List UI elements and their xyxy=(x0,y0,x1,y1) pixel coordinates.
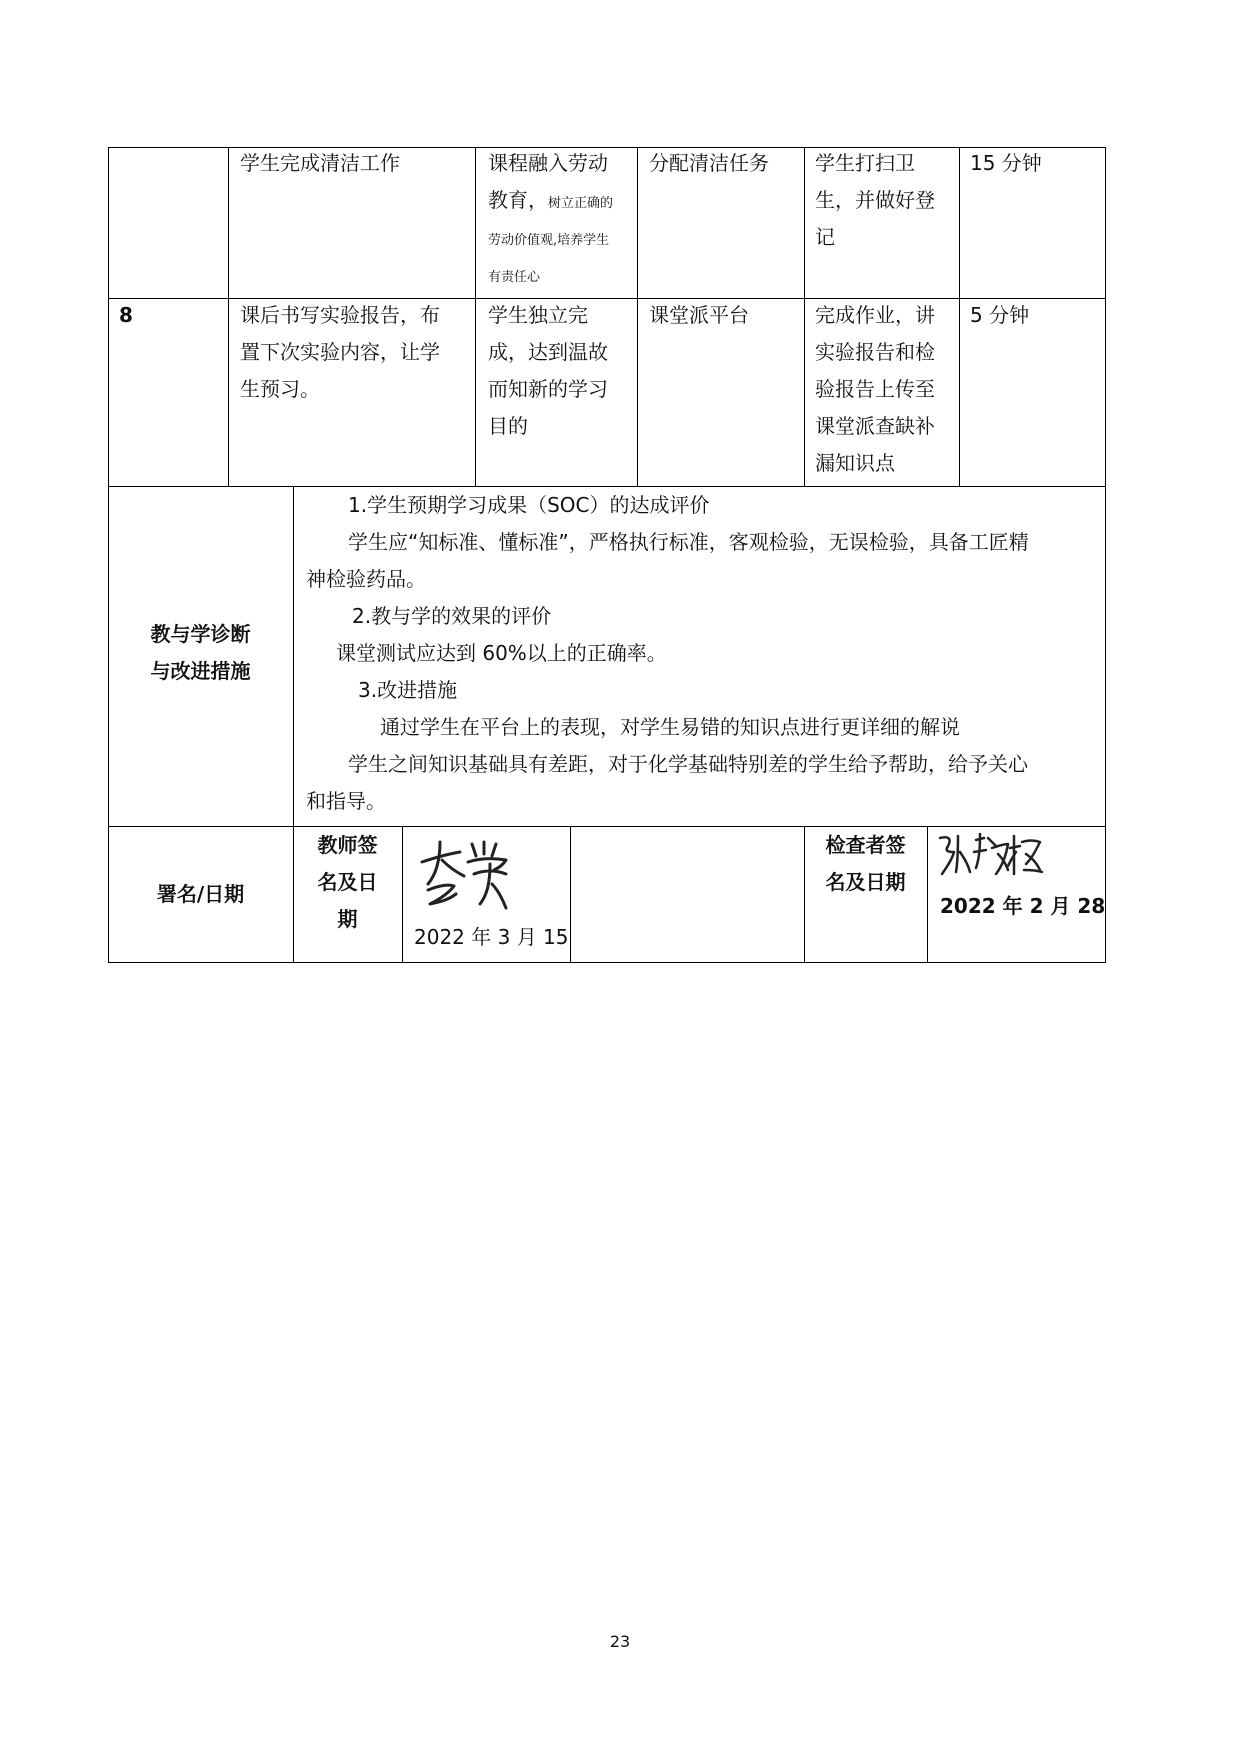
diagnosis-item3-line1: 通过学生在平台上的表现，对学生易错的知识点进行更详细的解说 xyxy=(380,715,960,739)
row-cleaning-teacher-activity: 分配清洁任务 xyxy=(649,151,769,175)
diagnosis-label: 教与学诊断 与改进措施 xyxy=(150,622,251,683)
row-cleaning-student-activity: 学生打扫卫 生，并做好登 记 xyxy=(815,151,935,249)
diagnosis-item3-line3: 和指导。 xyxy=(306,789,386,813)
row-cleaning-duration: 15 分钟 xyxy=(970,151,1042,175)
row-8-teacher-activity: 课堂派平台 xyxy=(649,303,749,327)
checker-date: 2022 年 2 月 28 xyxy=(940,894,1106,918)
checker-signature-label: 检查者签 名及日期 xyxy=(825,833,906,894)
row-8-number: 8 xyxy=(119,303,133,327)
row-8-content: 课后书写实验报告，布 置下次实验内容，让学 生预习。 xyxy=(240,303,440,401)
teacher-signature-label: 教师签 名及日 期 xyxy=(317,833,378,931)
diagnosis-item1-line2: 神检验药品。 xyxy=(306,567,426,591)
signature-label: 署名/日期 xyxy=(156,882,245,906)
row-8-design-intent: 学生独立完 成，达到温故 而知新的学习 目的 xyxy=(488,303,608,438)
row-8-duration: 5 分钟 xyxy=(970,303,1030,327)
teacher-signature xyxy=(414,834,514,914)
lesson-table xyxy=(108,147,1106,963)
diagnosis-item3-title: 3.改进措施 xyxy=(358,678,458,702)
diagnosis-item2-title: 2.教与学的效果的评价 xyxy=(352,604,552,628)
page-number: 23 xyxy=(609,1632,631,1651)
row-8-student-activity: 完成作业，讲 实验报告和检 验报告上传至 课堂派查缺补 漏知识点 xyxy=(815,303,935,475)
diagnosis-item2-text: 课堂测试应达到 60%以上的正确率。 xyxy=(336,641,667,665)
checker-signature xyxy=(936,830,1046,880)
diagnosis-item1-title: 1.学生预期学习成果（SOC）的达成评价 xyxy=(348,493,710,517)
teacher-date: 2022 年 3 月 15 xyxy=(414,925,569,949)
diagnosis-item1-line1: 学生应“知标准、懂标准”，严格执行标准，客观检验，无误检验，具备工匠精 xyxy=(348,530,1029,554)
row-cleaning-content: 学生完成清洁工作 xyxy=(240,151,400,175)
row-cleaning-design-intent: 课程融入劳动 教育，树立正确的 劳动价值观,培养学生 有责任心 xyxy=(488,151,614,285)
diagnosis-item3-line2: 学生之间知识基础具有差距，对于化学基础特别差的学生给予帮助，给予关心 xyxy=(348,752,1028,776)
